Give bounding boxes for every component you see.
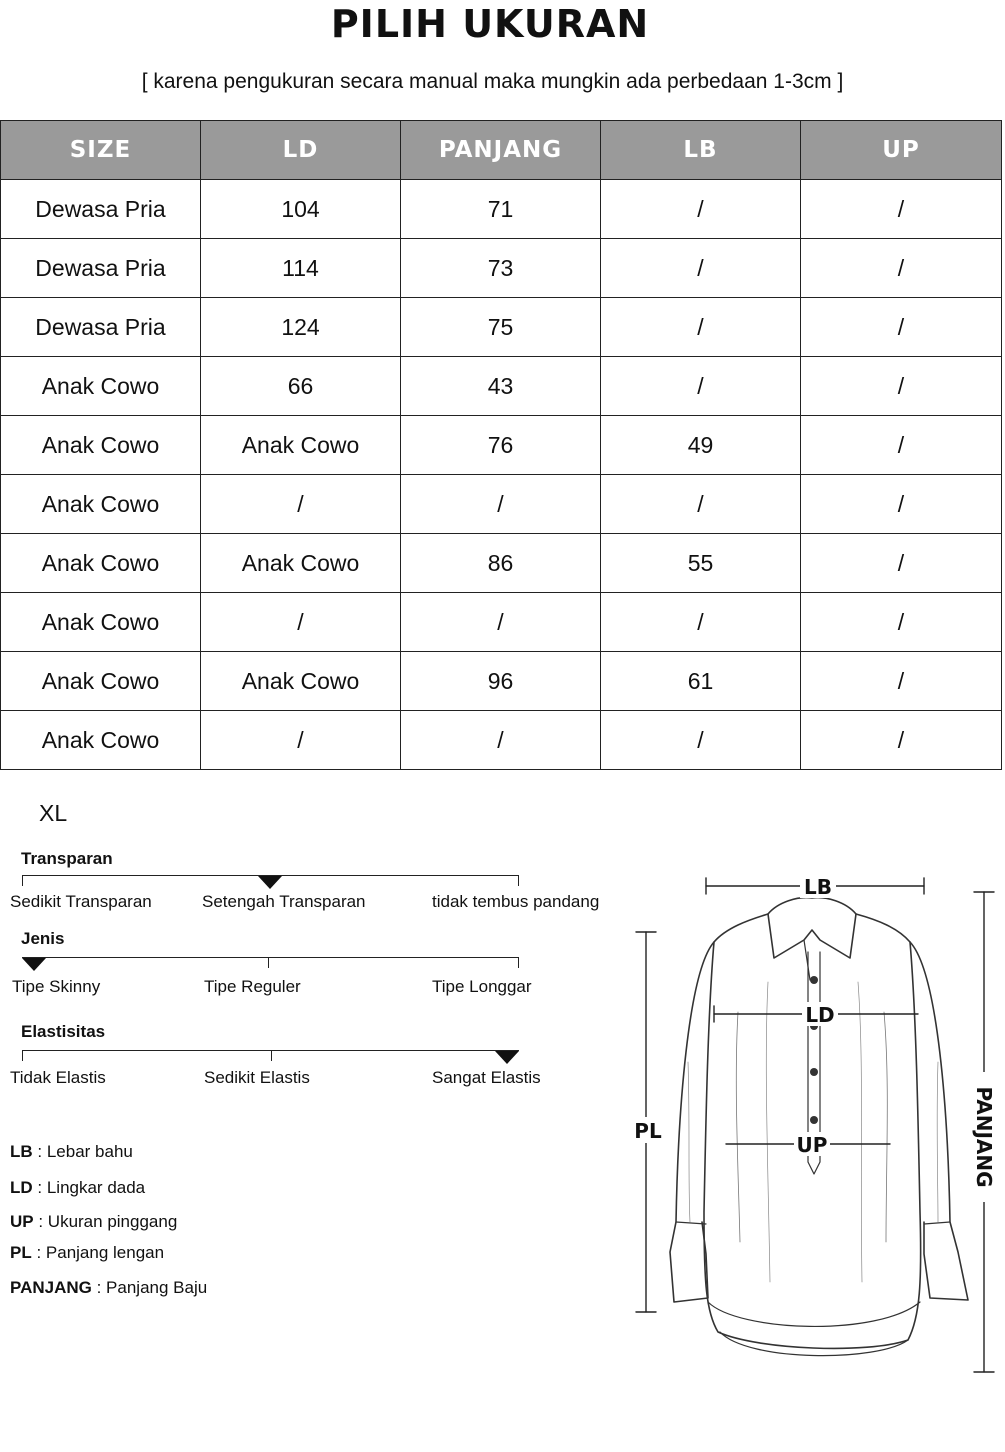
table-cell: / — [401, 711, 601, 770]
scale-option: Tipe Skinny — [12, 977, 101, 996]
table-cell: 73 — [401, 239, 601, 298]
table-cell: 55 — [601, 534, 801, 593]
table-row — [1, 357, 1002, 416]
table-cell: Anak Cowo — [1, 711, 201, 770]
extra-size-label: XL — [39, 800, 68, 826]
table-cell: / — [601, 180, 801, 239]
table-row — [1, 534, 1002, 593]
table-cell: Anak Cowo — [201, 416, 401, 475]
table-cell: / — [201, 711, 401, 770]
table-cell: / — [401, 593, 601, 652]
table-cell: / — [601, 593, 801, 652]
table-header-row — [1, 121, 1002, 180]
diagram-label-lb: LB — [804, 875, 832, 899]
table-cell: Anak Cowo — [1, 534, 201, 593]
legend-text: : Lingkar dada — [32, 1178, 146, 1197]
table-cell: 114 — [201, 239, 401, 298]
table-cell: Dewasa Pria — [1, 180, 201, 239]
table-cell: / — [201, 593, 401, 652]
legend-item-up — [10, 1212, 177, 1232]
table-cell: / — [801, 239, 1002, 298]
table-row — [1, 416, 1002, 475]
legend-text: : Panjang lengan — [31, 1243, 165, 1262]
table-cell: / — [801, 593, 1002, 652]
table-cell: / — [601, 475, 801, 534]
scale-marker-icon — [258, 876, 282, 889]
table-row — [1, 475, 1002, 534]
table-cell: Anak Cowo — [1, 652, 201, 711]
legend-key: LD — [10, 1178, 33, 1197]
table-cell: 104 — [201, 180, 401, 239]
table-cell: 43 — [401, 357, 601, 416]
table-cell: Anak Cowo — [1, 475, 201, 534]
column-header-ld: LD — [201, 121, 401, 180]
table-cell: / — [801, 180, 1002, 239]
table-cell: / — [801, 652, 1002, 711]
diagram-label-pl: PL — [634, 1119, 662, 1143]
legend-key: PANJANG — [10, 1278, 92, 1297]
page-title: PILIH UKURAN — [330, 2, 650, 46]
table-cell: 66 — [201, 357, 401, 416]
diagram-label-up: UP — [796, 1133, 828, 1157]
scale-tick — [268, 957, 269, 968]
scale-option: tidak tembus pandang — [432, 892, 600, 911]
scale-option: Sedikit Transparan — [10, 892, 152, 911]
scale-marker-icon — [22, 958, 46, 971]
diagram-label-ld: LD — [805, 1003, 835, 1027]
legend-item-lb — [10, 1142, 133, 1162]
scale-option: Tipe Reguler — [204, 977, 301, 996]
scale-marker-icon — [495, 1051, 519, 1064]
table-cell: 49 — [601, 416, 801, 475]
table-cell: / — [801, 357, 1002, 416]
table-cell: 86 — [401, 534, 601, 593]
scale-title: Elastisitas — [21, 1022, 106, 1041]
table-cell: / — [801, 534, 1002, 593]
table-row — [1, 593, 1002, 652]
scale-line — [22, 957, 519, 958]
table-cell: / — [601, 357, 801, 416]
table-row — [1, 239, 1002, 298]
table-cell: 61 — [601, 652, 801, 711]
table-row — [1, 652, 1002, 711]
legend-item-panjang — [10, 1278, 207, 1298]
table-cell: Dewasa Pria — [1, 298, 201, 357]
table-cell: / — [601, 711, 801, 770]
table-row — [1, 298, 1002, 357]
table-cell: / — [401, 475, 601, 534]
measurement-note: [ karena pengukuran secara manual maka mungkin ada perbedaan 1-3cm ] — [141, 70, 844, 93]
table-row — [1, 180, 1002, 239]
table-cell: 124 — [201, 298, 401, 357]
scale-option: Sedikit Elastis — [204, 1068, 310, 1087]
scale-option: Setengah Transparan — [202, 892, 366, 911]
table-cell: Anak Cowo — [1, 593, 201, 652]
table-cell: / — [801, 475, 1002, 534]
table-cell: Anak Cowo — [201, 652, 401, 711]
size-table — [0, 120, 1002, 770]
button-icons — [810, 976, 818, 1124]
legend-item-ld — [10, 1178, 145, 1198]
table-cell: / — [601, 298, 801, 357]
table-cell: 75 — [401, 298, 601, 357]
legend-text: : Panjang Baju — [91, 1278, 208, 1297]
scale-title: Jenis — [21, 929, 65, 948]
legend-key: UP — [10, 1212, 34, 1231]
legend-text: : Lebar bahu — [32, 1142, 133, 1161]
scale-tick — [271, 1050, 272, 1061]
table-cell: Dewasa Pria — [1, 239, 201, 298]
table-cell: / — [801, 416, 1002, 475]
table-cell: / — [801, 298, 1002, 357]
shirt-icon — [670, 898, 968, 1356]
legend-key: PL — [10, 1243, 32, 1262]
table-cell: Anak Cowo — [1, 416, 201, 475]
scale-tick — [518, 875, 519, 886]
column-header-up: UP — [801, 121, 1002, 180]
diagram-label-panjang: PANJANG — [972, 1086, 996, 1188]
scale-option: Tipe Longgar — [432, 977, 532, 996]
table-cell: Anak Cowo — [1, 357, 201, 416]
table-cell: 76 — [401, 416, 601, 475]
legend-text: : Ukuran pinggang — [33, 1212, 178, 1231]
scale-tick — [22, 1050, 23, 1061]
scale-tick — [22, 875, 23, 886]
table-cell: / — [801, 711, 1002, 770]
scale-tick — [518, 957, 519, 968]
scale-option: Tidak Elastis — [10, 1068, 106, 1087]
column-header-lb: LB — [601, 121, 801, 180]
table-cell: / — [201, 475, 401, 534]
table-row — [1, 711, 1002, 770]
column-header-size: SIZE — [1, 121, 201, 180]
table-cell: 96 — [401, 652, 601, 711]
table-cell: / — [601, 239, 801, 298]
shirt-measurement-diagram — [628, 862, 1000, 1382]
table-cell: Anak Cowo — [201, 534, 401, 593]
legend-key: LB — [10, 1142, 33, 1161]
scale-option: Sangat Elastis — [432, 1068, 541, 1087]
legend-item-pl — [10, 1243, 164, 1263]
scale-title: Transparan — [21, 849, 113, 868]
table-cell: 71 — [401, 180, 601, 239]
column-header-panjang: PANJANG — [401, 121, 601, 180]
